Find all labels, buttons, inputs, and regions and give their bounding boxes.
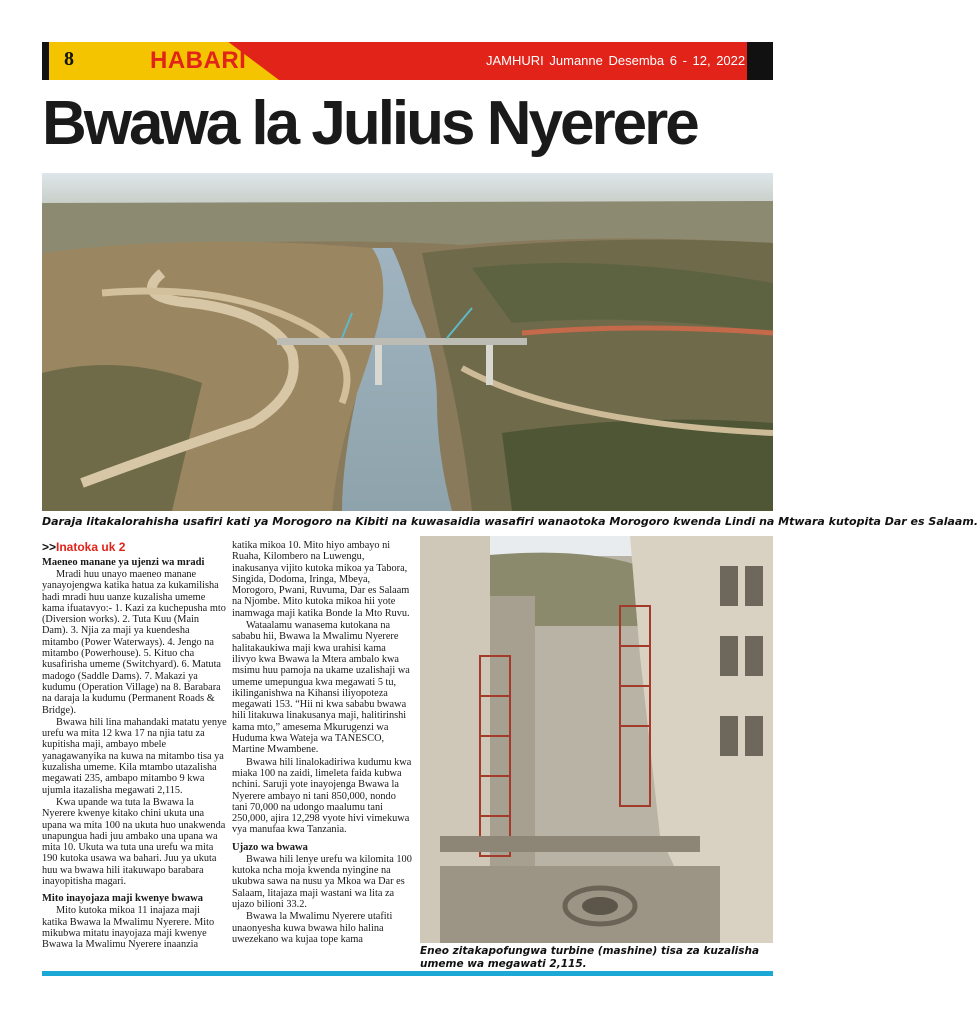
paragraph: Mito kutoka mikoa 11 inajaza maji katika Bwawa la Mwalimu Nyerere. Mito mikubwa mitatu inayojaza maji kwenye Bwawa la Mwalimu Nyerere inaanzia (42, 905, 215, 951)
bridge-aerial-photo (42, 173, 773, 511)
paragraph: katika mikoa 10. Mito hiyo ambayo ni Ruaha, Kilombero na Luwengu, inakusanya vijito kutoka mikoa ya Tabora, Singida, Dodoma, Iringa, Mbeya, Morogoro, Pwani, Ruvuma, Dar es Salaam na Njombe. Mito kutoka mikoa hii yote inamwaga maji katika Bonde la Mto Ruvu. (232, 540, 410, 619)
continued-arrows: >> (42, 540, 57, 554)
paragraph: Bwawa hili lina mahandaki matatu yenye urefu wa mita 12 kwa 17 na njia tatu za kupitisha maji, ambayo mbele yanagawanyika na kuwa na mitambo tisa ya kuzalisha umeme. Kila mtambo utazalisha megawati 235, ambapo mitambo 9 kwa ujumla itazalisha megawati 2,115. (42, 716, 227, 796)
page-number: 8 (64, 48, 74, 70)
paragraph: Bwawa hili linalokadiriwa kudumu kwa miaka 100 na zaidi, limeleta faida kubwa nchini. Saruji yote inayojenga Bwawa la Nyerere ambayo ni tani 850,000, nondo tani 70,000 na udongo maalumu tani 250,000, ajira 12,298 vyote hivi vimekuwa vya manufaa kwa Tanzania. (232, 756, 412, 836)
article-column-1 (42, 540, 227, 952)
subheading-project-areas: Maeneo manane ya ujenzi wa mradi (42, 557, 205, 568)
paragraph: Mradi huu unayo maeneo manane yanayojengwa katika hatua za kukamilisha hadi mradi huu uanze kuzalisha umeme kama ifuatavyo:- 1. Kazi za kuchepusha mto (Diversion works). 2. Tuta Kuu (Main Dam). 3. Njia za maji ya kuendesha mitambo (Power Waterways). 4. Jengo na mitambo (Powerhouse). 5. Kituo cha kusafirisha umeme (Switchyard). 6. Matuta madogo (Saddle Dams). 7. Makazi ya kudumu (Operation Village) na 8. Barabara na daraja la kudumu (Permanent Roads & Bridge). (42, 569, 226, 716)
paragraph: Bwawa hili lenye urefu wa kilomita 100 kutoka ncha moja kwenda nyingine na ukubwa sawa na nusu ya Mkoa wa Dar es Salaam, litajaza maji wastani wa lita za ujazo bilioni 33.2. (232, 853, 412, 910)
subheading-rivers: Mito inayojaza maji kwenye bwawa (42, 893, 203, 905)
paragraph: Wataalamu wanasema kutokana na sababu hii, Bwawa la Mwalimu Nyerere halitakaukiwa maji kwa urahisi kama ilivyo kwa Bwawa la Mtera ambalo kwa msimu huu pamoja na ukame uzalishaji wa umeme umepungua kwa megawati 5 tu, ikilinganishwa na Kihansi iliyopoteza megawati 153. “Hii ni kwa sababu bwawa hili litakuwa linakusanya maji, halitirinshi kama mto,” amesema Mkurugenzi wa Huduma kwa Wateja wa TANESCO, Martine Mwambene. (232, 620, 410, 756)
powerhouse-construction-photo (420, 536, 773, 943)
right-photo-caption: Eneo zitakapofungwa turbine (mashine) tisa za kuzalisha umeme wa megawati 2,115. (420, 945, 760, 970)
header-right-stripe (747, 42, 773, 80)
subheading-capacity: Ujazo wa bwawa (232, 841, 308, 853)
footer-rule (42, 971, 773, 976)
paragraph: Bwawa la Mwalimu Nyerere utafiti unaonyesha kuwa bwawa hilo halina uwezekano wa kujaa tope kama (232, 911, 393, 945)
continued-from-link[interactable] (42, 540, 227, 554)
section-header-band (42, 42, 773, 80)
issue-info: JAMHURI Jumanne Desemba 6 - 12, 2022 (486, 53, 746, 68)
article-column-2 (232, 540, 412, 946)
paragraph: Kwa upande wa tuta la Bwawa la Nyerere kwenye kitako chini ukuta una upana wa mita 100 na ukuta huo unakwenda unapungua hadi juu ambako una upana wa mita 10. Ukuta wa tuta una urefu wa mita 190 kutoka usawa wa bahari. Juu ya ukuta huu wa bwawa hili itakuwapo barabara inayopitisha magari. (42, 796, 226, 888)
header-left-stripe (42, 42, 49, 80)
top-photo-caption: Daraja litakalorahisha usafiri kati ya Morogoro na Kibiti na kuwasaidia wasafiri wanaotoka Morogoro kwenda Lindi na Mtwara kutopita Dar es Salaam. (42, 515, 978, 528)
continued-label: Inatoka uk 2 (56, 540, 126, 554)
headline: Bwawa la Julius Nyerere (42, 89, 697, 158)
section-name: HABARI (150, 47, 247, 74)
